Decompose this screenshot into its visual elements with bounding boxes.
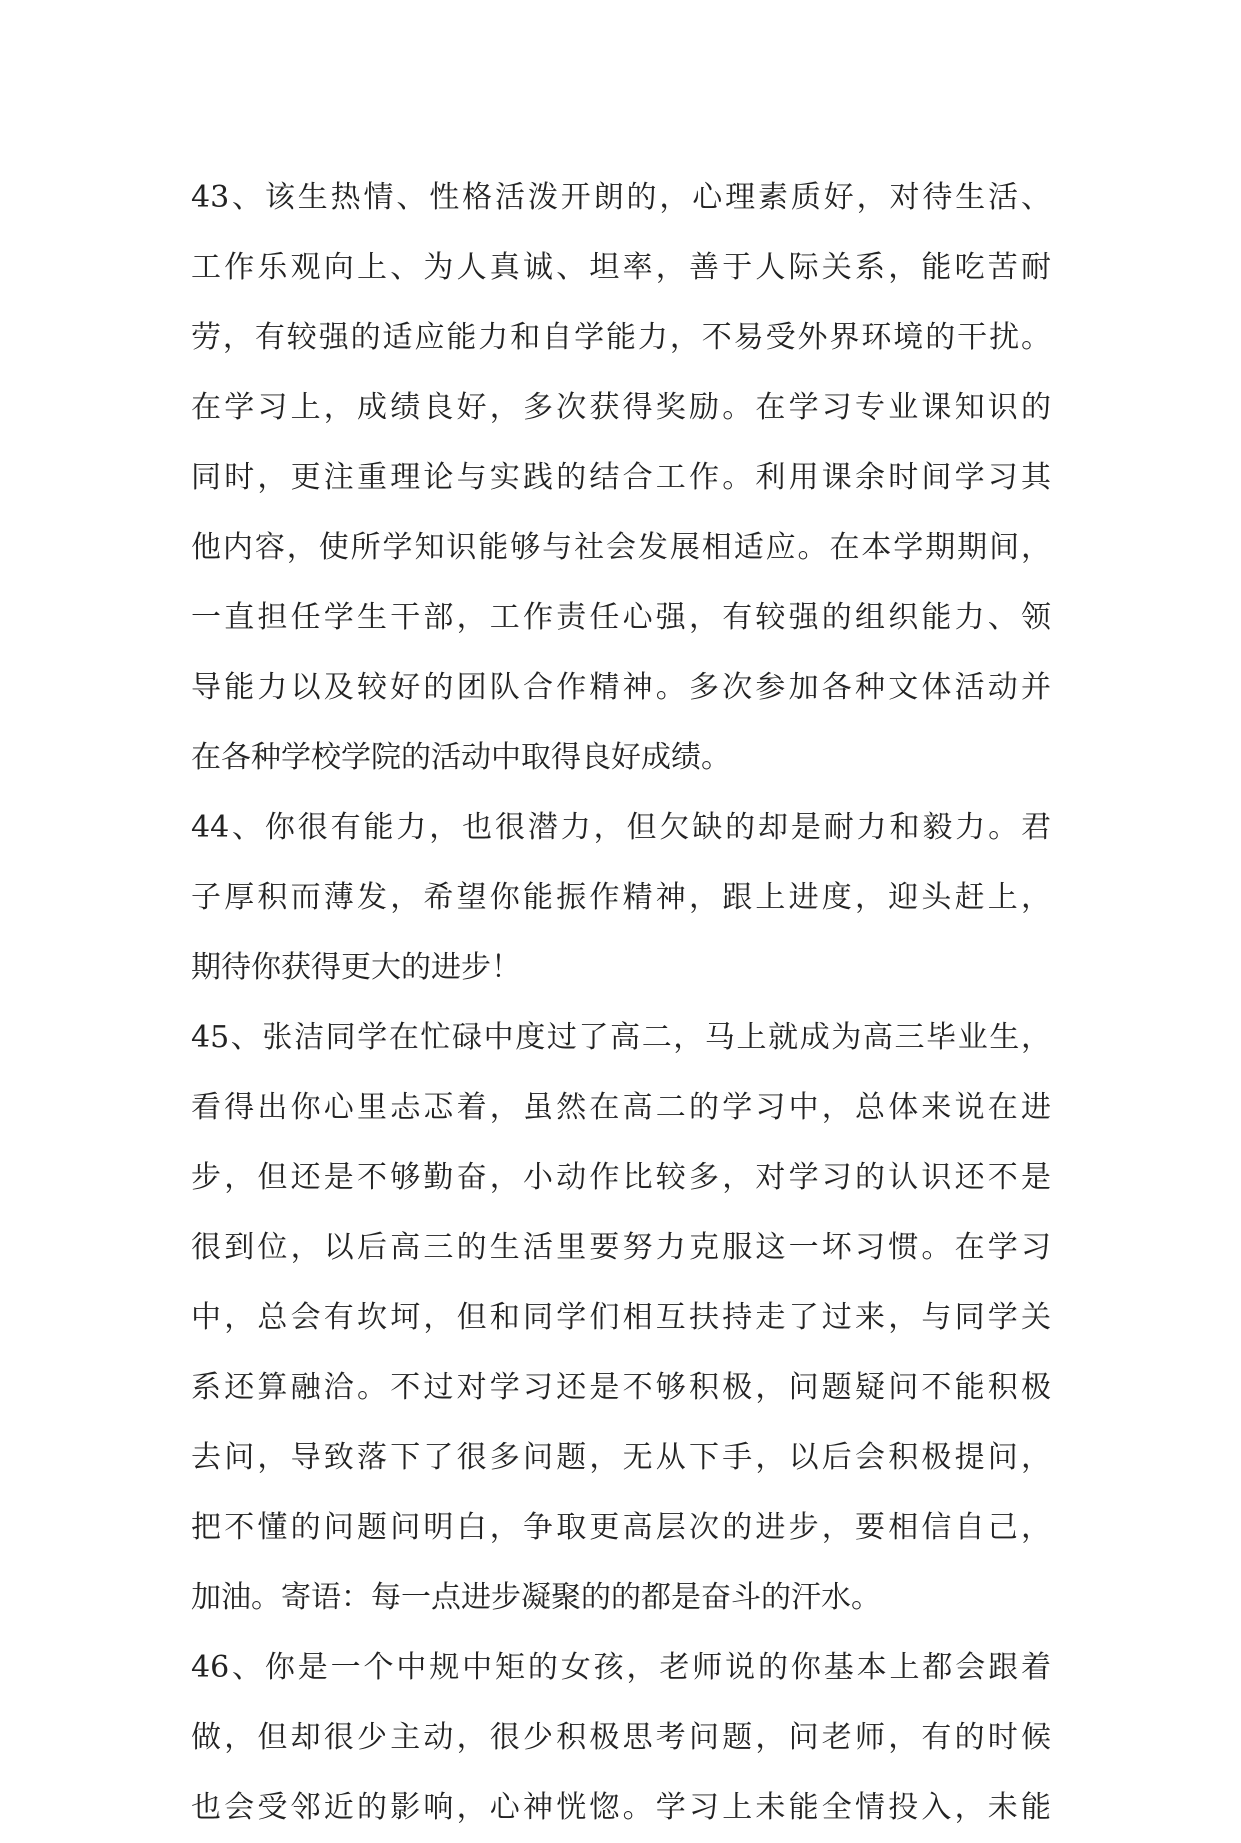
text-line: 看得出你心里忐忑着，虽然在高二的学习中，总体来说在进 [191,1090,1051,1125]
text-line: 步，但还是不够勤奋，小动作比较多，对学习的认识还不是 [191,1160,1051,1195]
text-line: 46、你是一个中规中矩的女孩，老师说的你基本上都会跟着 [191,1650,1051,1685]
text-line: 子厚积而薄发，希望你能振作精神，跟上进度，迎头赶上， [191,880,1051,915]
text-line: 把不懂的问题问明白，争取更高层次的进步，要相信自己， [191,1510,1051,1545]
text-line: 同时，更注重理论与实践的结合工作。利用课余时间学习其 [191,460,1051,495]
text-line: 很到位，以后高三的生活里要努力克服这一坏习惯。在学习 [191,1230,1051,1265]
text-line: 45、张洁同学在忙碌中度过了高二，马上就成为高三毕业生， [191,1020,1051,1055]
document-body [191,163,1051,1843]
paragraph-46 [191,1633,1051,1843]
text-line: 期待你获得更大的进步！ [191,950,521,985]
text-line: 中，总会有坎坷，但和同学们相互扶持走了过来，与同学关 [191,1300,1051,1335]
text-line: 在学习上，成绩良好，多次获得奖励。在学习专业课知识的 [191,390,1051,425]
text-line: 去问，导致落下了很多问题，无从下手，以后会积极提问， [191,1440,1051,1475]
text-line: 工作乐观向上、为人真诚、坦率，善于人际关系，能吃苦耐 [191,250,1051,285]
text-line: 在各种学校学院的活动中取得良好成绩。 [191,740,731,775]
text-line: 44、你很有能力，也很潜力，但欠缺的却是耐力和毅力。君 [191,810,1051,845]
text-line: 做，但却很少主动，很少积极思考问题，问老师，有的时候 [191,1720,1051,1755]
text-line: 导能力以及较好的团队合作精神。多次参加各种文体活动并 [191,670,1051,705]
paragraph-44 [191,793,1051,1003]
paragraph-43 [191,163,1051,793]
text-line: 加油。寄语：每一点进步凝聚的的都是奋斗的汗水。 [191,1580,881,1615]
text-line: 劳，有较强的适应能力和自学能力，不易受外界环境的干扰。 [191,320,1051,355]
paragraph-45 [191,1003,1051,1633]
text-line: 一直担任学生干部，工作责任心强，有较强的组织能力、领 [191,600,1051,635]
text-line: 系还算融洽。不过对学习还是不够积极，问题疑问不能积极 [191,1370,1051,1405]
text-line: 也会受邻近的影响，心神恍惚。学习上未能全情投入，未能 [191,1790,1051,1825]
text-line: 43、该生热情、性格活泼开朗的，心理素质好，对待生活、 [191,180,1051,215]
text-line: 他内容，使所学知识能够与社会发展相适应。在本学期期间， [191,530,1051,565]
